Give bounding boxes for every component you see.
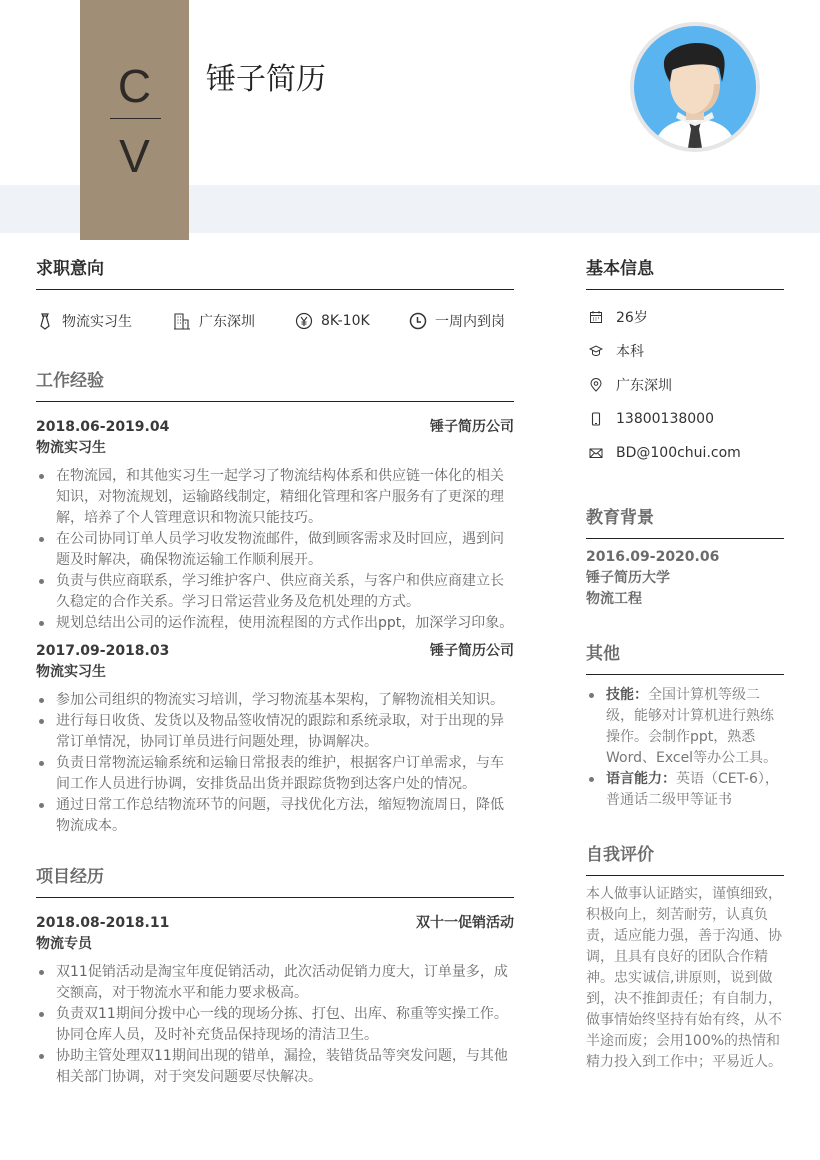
education-section: [586, 504, 784, 610]
entry-date: 2018.06-2019.04: [36, 419, 170, 435]
list-item: 负责双11期间分拨中心一线的现场分拣、打包、出库、称重等实操工作。协同仓库人员，及时补充货品保持现场的清洁卫生。: [36, 1004, 514, 1046]
yen-icon: [295, 312, 313, 330]
education-entry: [586, 547, 784, 610]
male-avatar-icon: [634, 26, 756, 148]
entry-bullets: [36, 466, 514, 634]
job-intent-row: [36, 309, 514, 333]
clock-icon: [409, 312, 427, 330]
item-text: 全国计算机等级二级，能够对计算机进行熟练操作。会制作ppt，熟悉Word、Excel等办公工具。: [606, 687, 778, 766]
entry-header: [36, 416, 514, 438]
section-heading: 自我评价: [586, 841, 784, 876]
list-item: 在公司协同订单人员学习收发物流邮件，做到顾客需求及时回应，遇到问题及时解决，确保物流运输工作顺利展开。: [36, 529, 514, 571]
entry-bullets: [36, 962, 514, 1088]
mail-icon: [589, 446, 603, 460]
page-title: 锤子简历: [206, 62, 326, 97]
work-entry: [36, 416, 514, 634]
work-entry: [36, 640, 514, 837]
item-label: 语言能力：: [606, 771, 676, 787]
entry-role: 物流实习生: [36, 664, 106, 680]
main-column: [36, 255, 514, 1088]
entry-header: [36, 912, 514, 934]
list-item: 双11促销活动是淘宝年度促销活动，此次活动促销力度大，订单量多，成交额高，对于物流水平和能力要求极高。: [36, 962, 514, 1004]
list-item: [586, 685, 784, 769]
list-item: 进行每日收货、发货以及物品签收情况的跟踪和系统录取，对于出现的异常订单情况，协同订单员进行问题处理，协调解决。: [36, 711, 514, 753]
cv-divider: [110, 118, 161, 119]
info-value: 13800138000: [616, 411, 714, 427]
section-heading: 其他: [586, 640, 784, 675]
entry-role: 物流实习生: [36, 440, 106, 456]
self-evaluation-section: [586, 841, 784, 1073]
intent-availability-label: 一周内到岗: [435, 314, 505, 330]
section-heading: 教育背景: [586, 504, 784, 539]
other-section: [586, 640, 784, 811]
project-experience-section: [36, 863, 514, 1088]
intent-salary: [295, 312, 409, 330]
list-item: 负责日常物流运输系统和运输日常报表的维护，根据客户订单需求，与车间工作人员进行协调，安排货品出货并跟踪货物到达客户处的情况。: [36, 753, 514, 795]
location-pin-icon: [589, 378, 603, 392]
list-item: 协助主管处理双11期间出现的错单，漏捡，装错货品等突发问题，与其他相关部门协调，对于突发问题要尽快解决。: [36, 1046, 514, 1088]
project-entry: [36, 912, 514, 1088]
entry-role: 物流专员: [36, 936, 92, 952]
section-heading: 工作经验: [36, 367, 514, 402]
list-item: [586, 769, 784, 811]
section-heading: 求职意向: [36, 255, 514, 290]
basic-info-list: [586, 300, 784, 470]
cv-letter-c: C: [117, 60, 152, 112]
item-text: 英语（CET-6），普通话二级甲等证书: [606, 771, 779, 808]
phone-icon: [589, 412, 603, 426]
entry-date: 2017.09-2018.03: [36, 643, 170, 659]
intent-availability: [409, 311, 505, 331]
list-item: 在物流园，和其他实习生一起学习了物流结构体系和供应链一体化的相关知识，对物流规划，运输路线制定，精细化管理和客户服务有了更深的理解，培养了个人管理意识和物流只能技巧。: [36, 466, 514, 529]
work-experience-section: [36, 367, 514, 837]
intent-position-label: 物流实习生: [62, 314, 132, 330]
entry-company: 锤子简历公司: [430, 643, 514, 659]
entry-bullets: [36, 690, 514, 837]
list-item: 负责与供应商联系，学习维护客户、供应商关系，与客户和供应商建立长久稳定的合作关系。学习日常运营业务及危机处理的方式。: [36, 571, 514, 613]
avatar: [630, 22, 760, 152]
entry-header: [36, 640, 514, 662]
info-location: [586, 368, 784, 402]
info-value: 本科: [616, 344, 644, 360]
section-heading: 基本信息: [586, 255, 784, 290]
list-item: 规划总结出公司的运作流程，使用流程图的方式作出ppt，加深学习印象。: [36, 613, 514, 634]
info-email: [586, 436, 784, 470]
other-list: [586, 685, 784, 811]
calendar-icon: [589, 310, 603, 324]
intent-city: [173, 311, 295, 331]
intent-city-label: 广东深圳: [199, 314, 255, 330]
info-value: 26岁: [616, 310, 648, 326]
cv-letter-v: V: [119, 130, 150, 182]
cv-logo-block: [80, 0, 189, 240]
education-date: 2016.09-2020.06: [586, 549, 720, 565]
list-item: 通过日常工作总结物流环节的问题，寻找优化方法，缩短物流周日，降低物流成本。: [36, 795, 514, 837]
info-degree: [586, 334, 784, 368]
graduation-cap-icon: [589, 344, 603, 358]
section-heading: 项目经历: [36, 863, 514, 898]
entry-company: 锤子简历公司: [430, 419, 514, 435]
job-intent-section: [36, 255, 514, 333]
entry-project-name: 双十一促销活动: [416, 915, 514, 931]
info-value: BD@100chui.com: [616, 445, 741, 461]
intent-salary-label: 8K-10K: [321, 313, 370, 329]
info-age: [586, 300, 784, 334]
item-label: 技能：: [606, 687, 648, 703]
tie-icon: [36, 312, 54, 330]
building-icon: [173, 312, 191, 330]
education-major: 物流工程: [586, 591, 642, 607]
info-value: 广东深圳: [616, 378, 672, 394]
entry-date: 2018.08-2018.11: [36, 915, 170, 931]
education-school: 锤子简历大学: [586, 570, 670, 586]
intent-position: [36, 311, 173, 331]
info-phone: [586, 402, 784, 436]
sidebar-column: [586, 255, 784, 1073]
list-item: 参加公司组织的物流实习培训，学习物流基本架构，了解物流相关知识。: [36, 690, 514, 711]
self-evaluation-text: 本人做事认证踏实，谨慎细致，积极向上，刻苦耐劳，认真负责，适应能力强，善于沟通、协调，且具有良好的团队合作精神。忠实诚信,讲原则，说到做到，决不推卸责任；有自制力，做事情始终坚持有始有终，从不半途而废；会用100%的热情和精力投入到工作中；平易近人。: [586, 886, 782, 1070]
basic-info-section: [586, 255, 784, 470]
